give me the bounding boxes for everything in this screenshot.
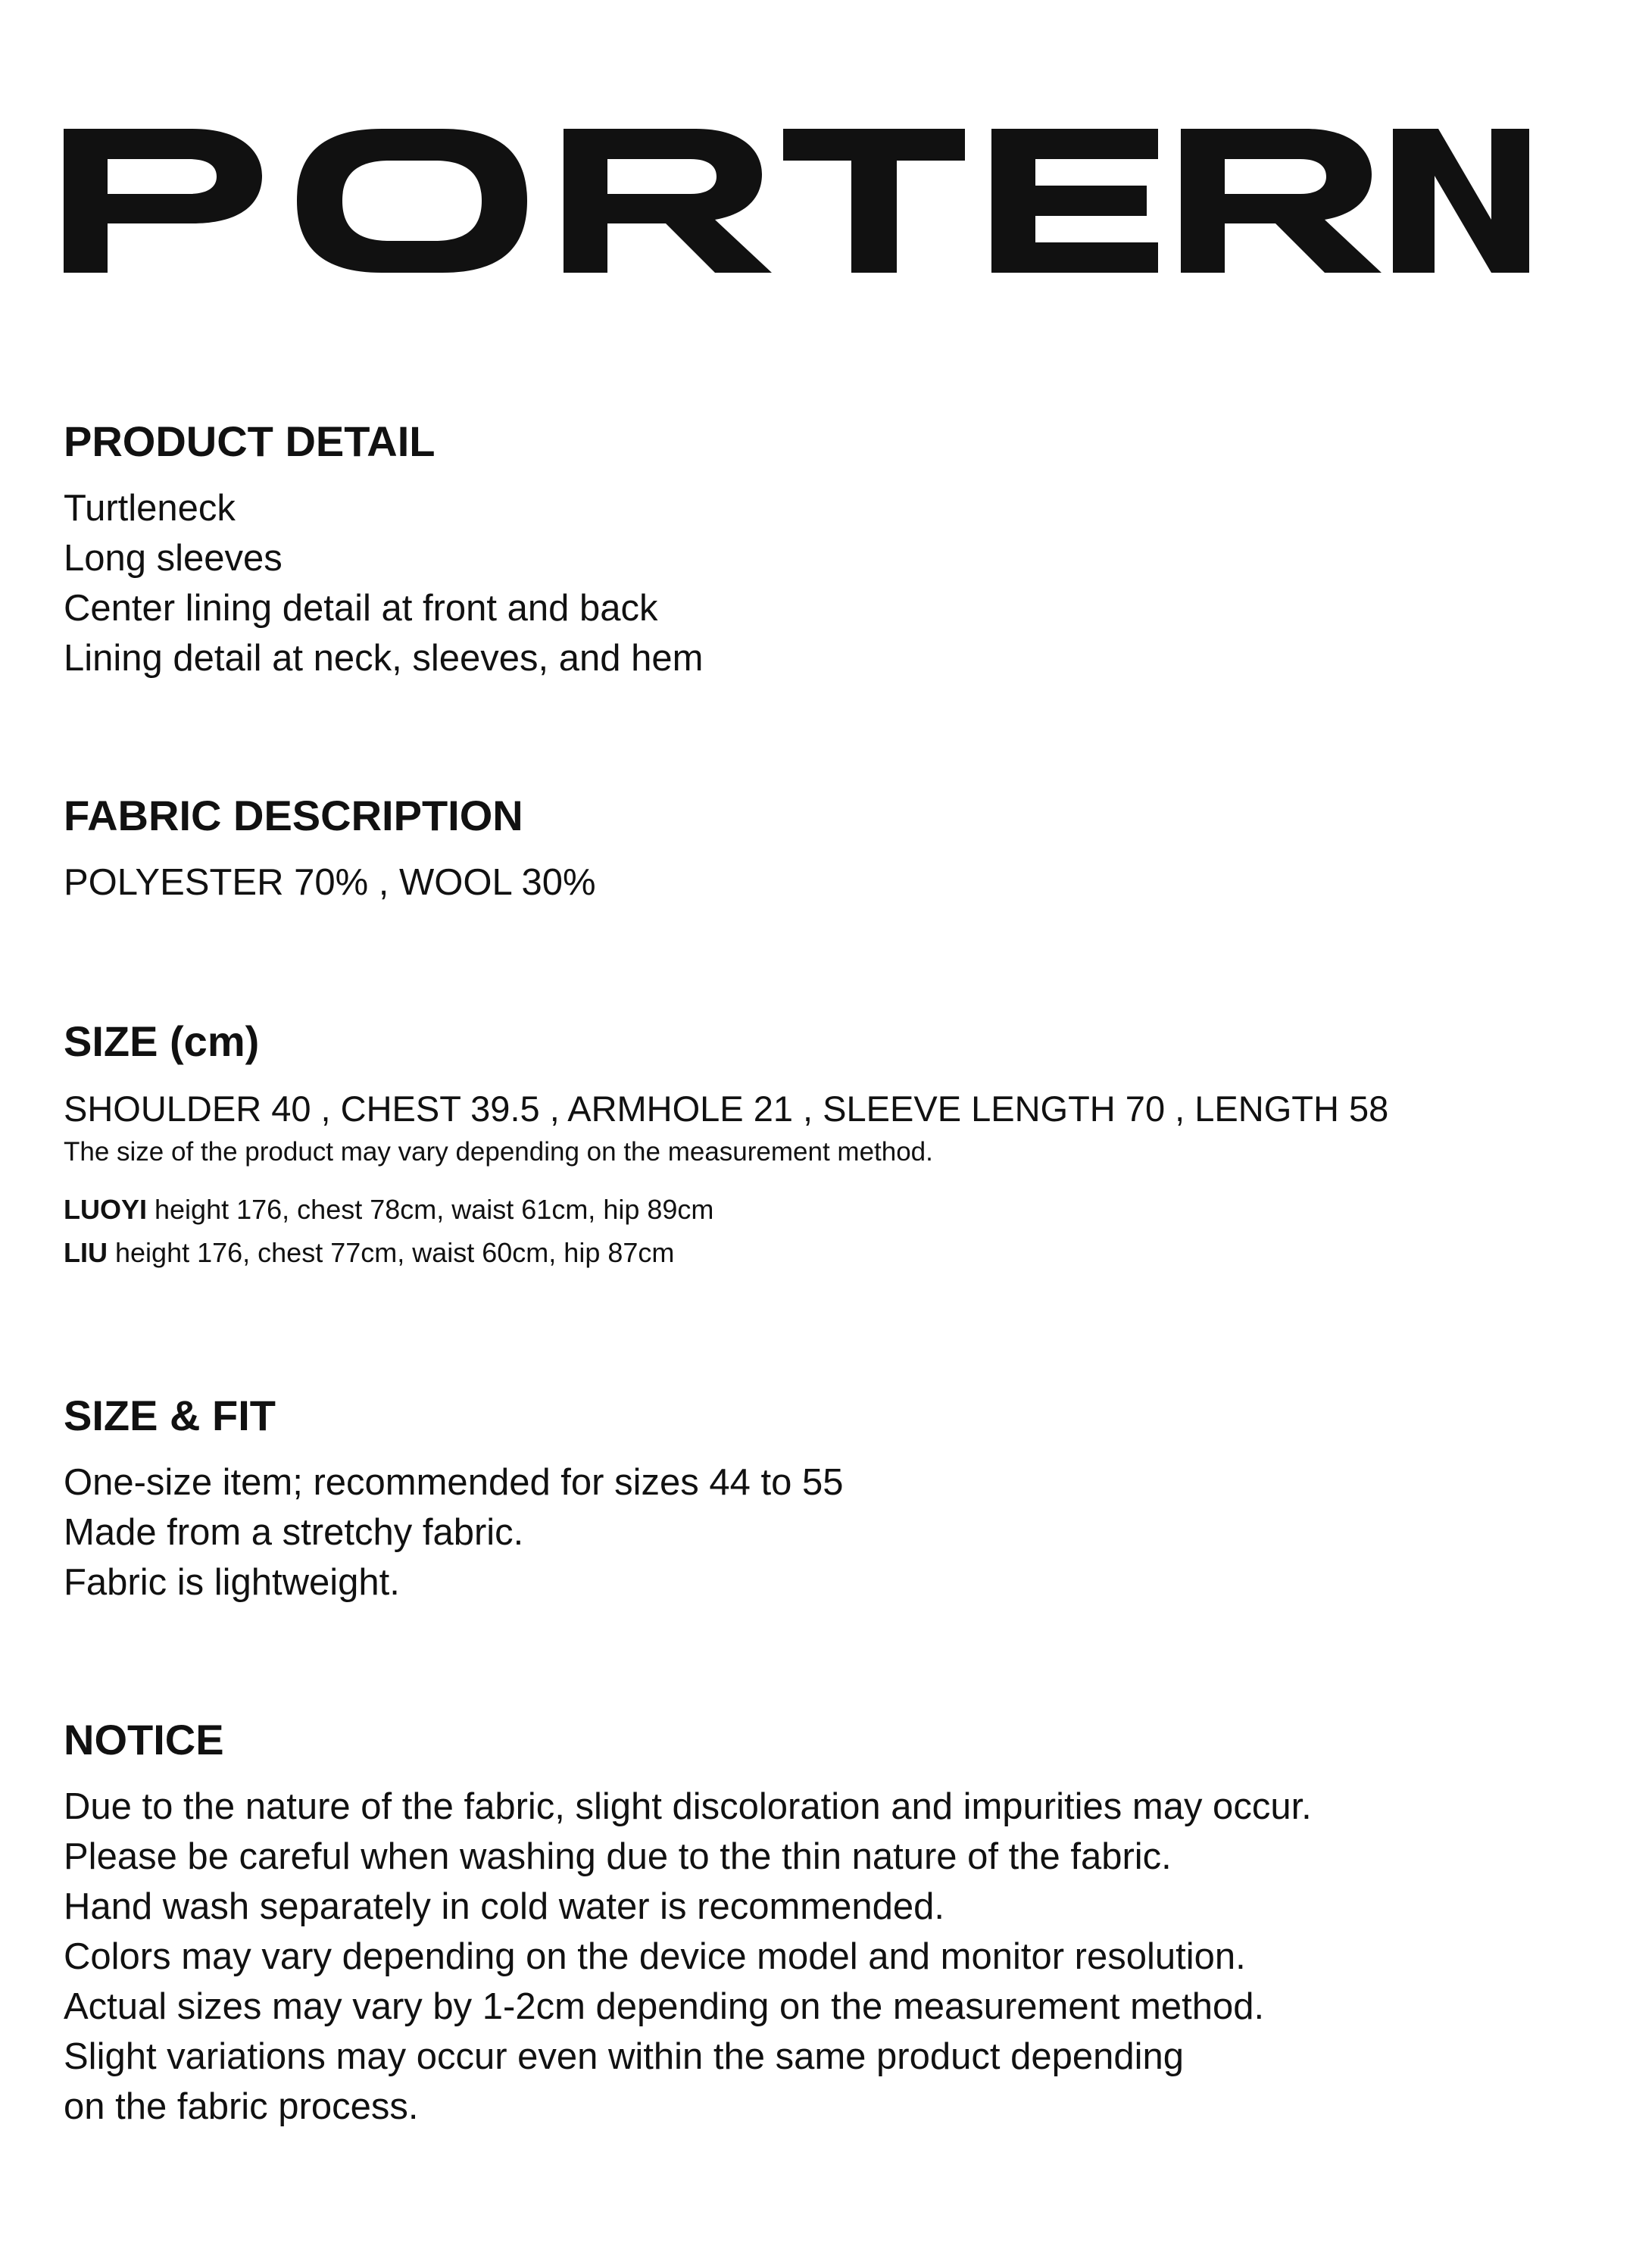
size-section <box>64 1015 1388 1274</box>
notice-line: Due to the nature of the fabric, slight discoloration and impurities may occur. <box>64 1786 1312 1827</box>
model-list <box>64 1188 1388 1274</box>
notice-line: Hand wash separately in cold water is recommended. <box>64 1886 944 1927</box>
product-detail-section <box>64 415 703 683</box>
porterna-wordmark <box>64 129 1578 273</box>
notice-line: Actual sizes may vary by 1-2cm depending on the measurement method. <box>64 1986 1265 2027</box>
notice-list <box>64 1782 1312 2132</box>
product-detail-heading: PRODUCT DETAIL <box>64 417 436 465</box>
brand-logo <box>64 129 1578 273</box>
notice-heading: NOTICE <box>64 1716 224 1763</box>
fabric-description-heading: FABRIC DESCRIPTION <box>64 792 523 839</box>
notice-line: Slight variations may occur even within the same product depending <box>64 2036 1184 2077</box>
size-measurements: SHOULDER 40 , CHEST 39.5 , ARMHOLE 21 , SLEEVE LENGTH 70 , LENGTH 58 <box>64 1089 1389 1129</box>
size-fit-section <box>64 1389 843 1607</box>
size-fit-heading: SIZE & FIT <box>64 1392 276 1439</box>
model-name: LUOYI <box>64 1194 148 1225</box>
size-fit-list <box>64 1457 843 1607</box>
model-name: LIU <box>64 1237 108 1268</box>
size-fit-line: Made from a stretchy fabric. <box>64 1512 524 1553</box>
notice-line: on the fabric process. <box>64 2086 419 2127</box>
fabric-description-section <box>64 789 596 908</box>
model-info-row <box>64 1231 1388 1274</box>
product-detail-line: Center lining detail at front and back <box>64 588 658 629</box>
size-fit-line: Fabric is lightweight. <box>64 1562 400 1603</box>
product-detail-line: Turtleneck <box>64 488 236 529</box>
notice-line: Please be careful when washing due to the thin nature of the fabric. <box>64 1836 1172 1877</box>
size-measurement-note: The size of the product may vary depending on the measurement method. <box>64 1137 933 1167</box>
product-detail-line: Long sleeves <box>64 538 283 579</box>
product-detail-line: Lining detail at neck, sleeves, and hem <box>64 638 704 679</box>
size-heading: SIZE (cm) <box>64 1017 260 1065</box>
notice-line: Colors may vary depending on the device model and monitor resolution. <box>64 1936 1246 1977</box>
model-info-row <box>64 1188 1388 1231</box>
notice-section <box>64 1713 1312 2132</box>
fabric-composition: POLYESTER 70% , WOOL 30% <box>64 862 596 903</box>
product-detail-list <box>64 483 703 683</box>
model-measurements: height 176, chest 77cm, waist 60cm, hip 87cm <box>108 1237 675 1268</box>
size-fit-line: One-size item; recommended for sizes 44 to 55 <box>64 1462 844 1503</box>
model-measurements: height 176, chest 78cm, waist 61cm, hip 89cm <box>147 1194 714 1225</box>
